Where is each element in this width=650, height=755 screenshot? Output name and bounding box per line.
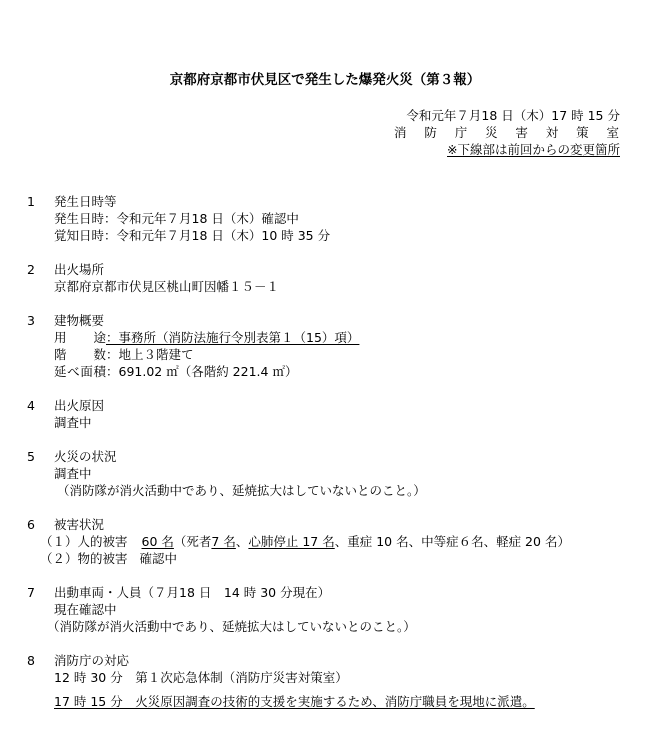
casualties-label: （１）人的被害	[40, 534, 128, 549]
building-floors-value: ：地上３階建て	[106, 347, 194, 362]
building-area-value: ：691.02 ㎡（各階約 221.4 ㎡）	[106, 364, 298, 379]
property-damage-line	[40, 550, 177, 567]
section-6-number: 6	[27, 517, 35, 532]
casualties-sep: 、	[235, 534, 249, 549]
section-6-heading: 被害状況	[54, 517, 105, 532]
section-4-number: 4	[27, 398, 35, 413]
change-note: ※下線部は前回からの変更箇所	[447, 142, 620, 157]
fire-cause: 調査中	[54, 415, 92, 430]
section-8-number: 8	[27, 653, 35, 668]
building-area	[54, 363, 297, 380]
section-1-number: 1	[27, 194, 35, 209]
property-damage-label: （２）物的被害	[40, 551, 128, 566]
fire-status: 調査中	[54, 466, 92, 481]
issuing-office: 消防庁災害対策室	[394, 125, 620, 140]
casualties-dead-prefix: （死者	[173, 534, 212, 549]
section-2-heading: 出火場所	[54, 262, 105, 277]
section-3-heading: 建物概要	[54, 313, 105, 328]
section-5-heading: 火災の状況	[54, 449, 117, 464]
section-4-heading: 出火原因	[54, 398, 105, 413]
report-date: 令和元年７月18 日（木）17 時 15 分	[406, 108, 620, 123]
casualties-cpa: 心肺停止 17 名	[248, 534, 335, 549]
occurrence-datetime: 発生日時：令和元年７月18 日（木）確認中	[54, 211, 299, 226]
section-7-number: 7	[27, 585, 35, 600]
section-3-number: 3	[27, 313, 35, 328]
section-1-heading: 発生日時等	[54, 194, 117, 209]
casualties-dead: 7 名	[211, 534, 236, 549]
building-use-value: ：事務所（消防法施行令別表第１（15）項）	[106, 330, 360, 345]
casualties-rest: 、重症 10 名、中等症６名、軽症 20 名）	[334, 534, 570, 549]
property-damage-value: 確認中	[139, 551, 178, 566]
building-use-label: 用途	[54, 330, 106, 345]
casualties-line	[40, 533, 570, 550]
section-2-number: 2	[27, 262, 35, 277]
detection-datetime: 覚知日時：令和元年７月18 日（木）10 時 35 分	[54, 228, 331, 243]
fire-location: 京都府京都市伏見区桃山町因幡１５－１	[54, 279, 280, 294]
building-use	[54, 329, 359, 346]
building-floors	[54, 346, 194, 363]
page-title: 京都府京都市伏見区で発生した爆発火災（第３報）	[169, 72, 481, 88]
section-5-number: 5	[27, 449, 35, 464]
building-floors-label: 階数	[54, 347, 106, 362]
dispatch-status: 現在確認中	[54, 602, 117, 617]
response-entry-1: 12 時 30 分 第１次応急体制（消防庁災害対策室）	[54, 670, 348, 685]
building-area-label: 延べ面積	[54, 364, 106, 379]
response-entry-2: 17 時 15 分 火災原因調査の技術的支援を実施するため、消防庁職員を現地に派遣。	[54, 694, 535, 709]
dispatch-note: （消防隊が消火活動中であり、延焼拡大はしていないとのこと。）	[47, 619, 416, 634]
casualties-total: 60 名	[141, 534, 174, 549]
fire-status-note: （消防隊が消火活動中であり、延焼拡大はしていないとのこと。）	[57, 483, 426, 498]
section-8-heading: 消防庁の対応	[54, 653, 130, 668]
section-7-heading: 出動車両・人員（７月18 日 14 時 30 分現在）	[54, 585, 331, 600]
